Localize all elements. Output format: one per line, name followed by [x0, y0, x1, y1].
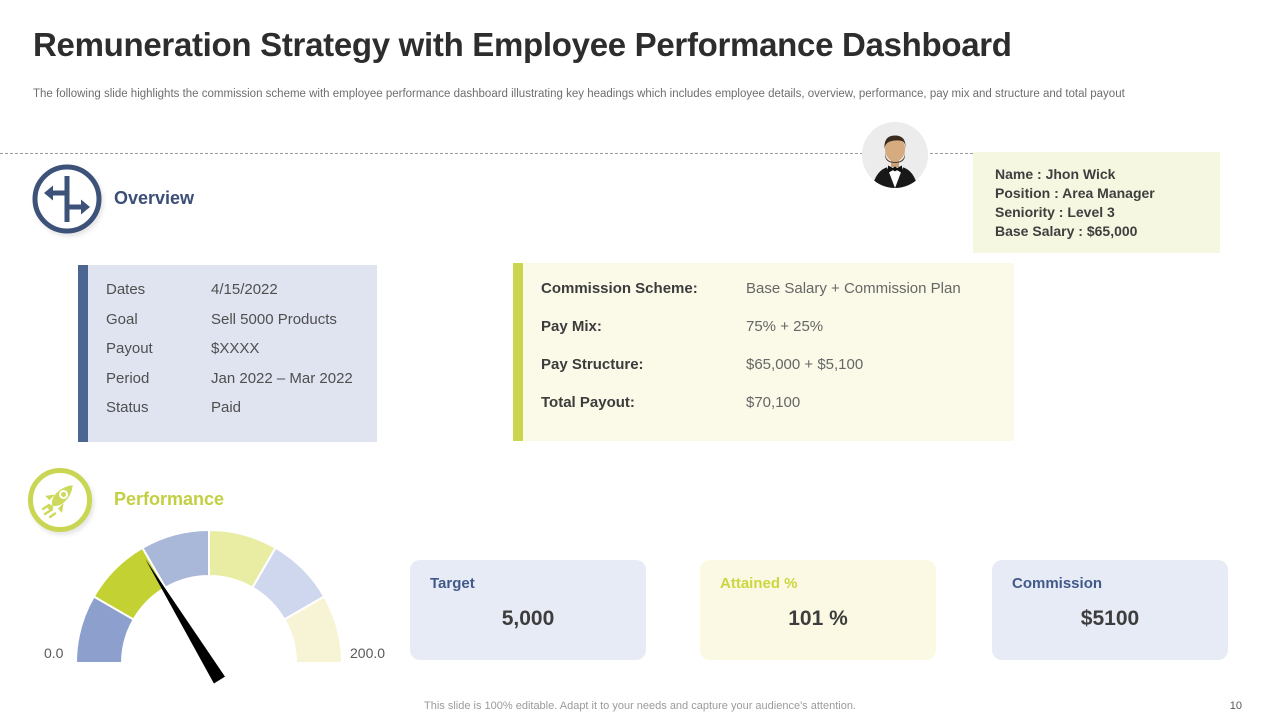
- row-value: 75% + 25%: [746, 318, 824, 335]
- row-value: $65,000 + $5,100: [746, 356, 864, 373]
- performance-gauge-chart: [70, 528, 350, 686]
- table-row: [106, 281, 377, 298]
- row-label: Period: [106, 369, 150, 387]
- signpost-direction-icon: [31, 163, 103, 240]
- row-label: Goal: [106, 310, 138, 328]
- table-row: [106, 370, 377, 387]
- attained-card: [700, 560, 936, 660]
- card-label: Target: [430, 575, 475, 592]
- gauge-max-label: 200.0: [350, 645, 386, 661]
- employee-name: Name : Jhon Wick: [995, 166, 1116, 182]
- row-value: $XXXX: [211, 340, 260, 357]
- page-subtitle: The following slide highlights the commission scheme with employee performance dashboard illustrating key headings which includes employee details, overview, performance, pay mix and structure and total payout: [33, 88, 1125, 100]
- table-row: [106, 399, 377, 416]
- row-label: Total Payout:: [541, 394, 635, 411]
- overview-heading: Overview: [114, 188, 195, 208]
- employee-seniority: Seniority : Level 3: [995, 204, 1115, 220]
- employee-details-box: [973, 152, 1220, 253]
- page-number: 10: [1229, 700, 1242, 712]
- row-value: $70,100: [746, 394, 801, 411]
- row-label: Payout: [106, 340, 153, 357]
- row-label: Commission Scheme:: [541, 280, 698, 297]
- employee-position: Position : Area Manager: [995, 185, 1155, 201]
- table-row: [541, 394, 1014, 411]
- row-value: Paid: [211, 399, 242, 416]
- rocket-icon: [27, 467, 93, 538]
- table-row: [106, 340, 377, 357]
- employee-avatar: [862, 122, 928, 188]
- commission-scheme-panel: [513, 263, 1014, 441]
- page-title: Remuneration Strategy with Employee Performance Dashboard: [33, 26, 1012, 63]
- table-row: [106, 311, 377, 328]
- goal-details-panel: [78, 265, 377, 442]
- table-row: [541, 280, 1014, 297]
- commission-panel-accent-bar: [513, 263, 523, 441]
- card-value: 101 %: [788, 607, 848, 630]
- performance-heading: Performance: [114, 489, 225, 509]
- row-label: Pay Structure:: [541, 356, 644, 373]
- card-value: $5100: [1080, 607, 1140, 630]
- commission-card: [992, 560, 1228, 660]
- footer-note: This slide is 100% editable. Adapt it to your needs and capture your audience's attention.: [424, 700, 856, 712]
- card-label: Attained %: [720, 575, 798, 592]
- employee-base-salary: Base Salary : $65,000: [995, 223, 1138, 239]
- row-label: Status: [106, 399, 149, 416]
- table-row: [541, 318, 1014, 335]
- row-value: Sell 5000 Products: [211, 310, 337, 328]
- gauge-min-label: 0.0: [44, 645, 64, 661]
- goal-panel-accent-bar: [78, 265, 88, 442]
- row-value: 4/15/2022: [211, 281, 278, 298]
- row-label: Pay Mix:: [541, 318, 602, 335]
- target-card: [410, 560, 646, 660]
- table-row: [541, 356, 1014, 373]
- row-value: Base Salary + Commission Plan: [746, 280, 961, 297]
- dashed-divider: [0, 153, 973, 154]
- row-label: Dates: [106, 281, 146, 298]
- row-value: Jan 2022 – Mar 2022: [211, 369, 353, 387]
- card-value: 5,000: [501, 607, 555, 630]
- card-label: Commission: [1012, 575, 1103, 592]
